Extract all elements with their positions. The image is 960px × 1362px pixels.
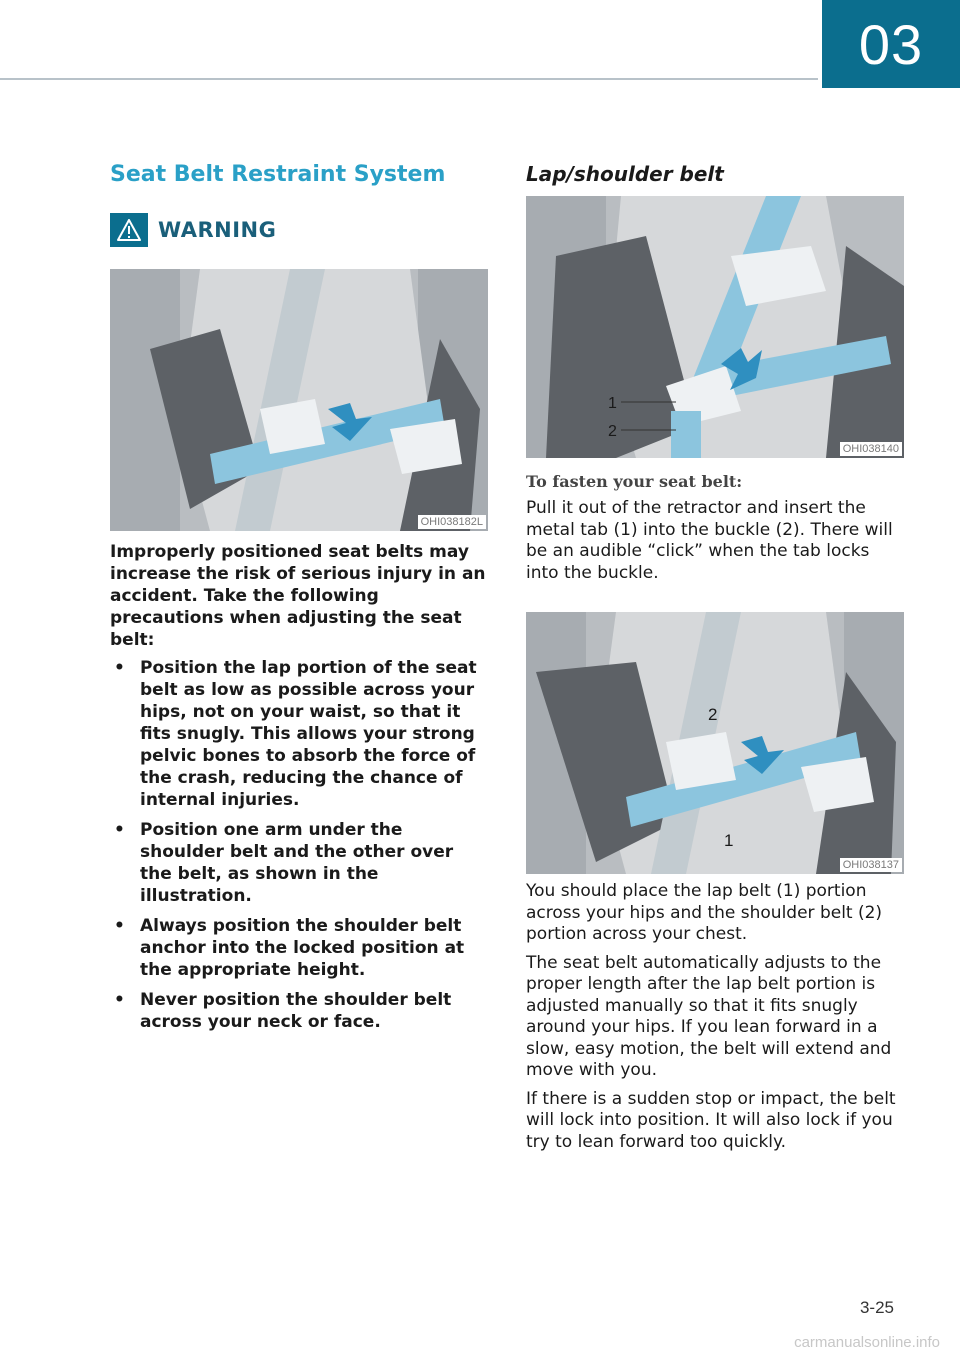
bullet-item: • Position one arm under the shoulder belt and the other over the belt, as shown in the illustration. xyxy=(110,819,488,907)
seatbelt-position-illustration xyxy=(526,612,904,874)
watermark: carmanualsonline.info xyxy=(794,1334,940,1351)
figure-code: OHI038182L xyxy=(418,515,486,529)
figure-callout-1: 1 xyxy=(724,831,734,850)
figure-code: OHI038140 xyxy=(840,442,902,456)
warning-bullets xyxy=(110,657,488,1033)
right-column xyxy=(526,150,904,1153)
header-rule xyxy=(0,78,818,80)
seatbelt-fasten-illustration xyxy=(526,196,904,458)
bullet-item: • Never position the shoulder belt across your neck or face. xyxy=(110,989,488,1033)
figure-callout-2: 2 xyxy=(708,705,718,724)
fasten-text-block xyxy=(526,498,904,584)
left-column xyxy=(110,150,488,1041)
seatbelt-figure-warning xyxy=(110,269,488,531)
seatbelt-figure-position xyxy=(526,612,904,874)
warning-intro: Improperly positioned seat belts may increase the risk of serious injury in an accident. Take the following precautions when adjusting the seat belt: xyxy=(110,542,486,650)
fasten-text: Pull it out of the retractor and insert the metal tab (1) into the buckle (2). There will be an audible “click” when the tab locks into the buckle. xyxy=(526,498,893,583)
usage-paragraph: You should place the lap belt (1) portion across your hips and the shoulder belt (2) portion across your chest. xyxy=(526,881,883,944)
fasten-heading: To fasten your seat belt: xyxy=(526,472,743,491)
bullet-item: • Always position the shoulder belt anchor into the locked position at the appropriate height. xyxy=(110,915,488,981)
subsection-title: Lap/shoulder belt xyxy=(526,162,724,186)
warning-icon xyxy=(110,213,148,247)
page-number: 3-25 xyxy=(859,1298,894,1317)
chapter-tab: 03 xyxy=(822,0,960,88)
warning-label: WARNING xyxy=(158,218,277,242)
usage-paragraph: The seat belt automatically adjusts to the proper length after the lap belt portion is adjusted manually so that it fits snugly around your hips. If you lean forward in a slow, easy motion, the belt will extend and move with you. xyxy=(526,952,892,1080)
figure-callout-2: 2 xyxy=(608,423,617,440)
figure-code: OHI038137 xyxy=(840,858,902,872)
usage-paragraph: If there is a sudden stop or impact, the belt will lock into position. It will also lock if you try to lean forward too quickly. xyxy=(526,1088,896,1152)
warning-header xyxy=(110,213,488,247)
seatbelt-figure-fasten xyxy=(526,196,904,458)
seatbelt-illustration xyxy=(110,269,488,531)
figure-callout-1: 1 xyxy=(608,395,617,412)
warning-text xyxy=(110,541,488,1033)
section-title: Seat Belt Restraint System xyxy=(110,162,446,187)
usage-text-block xyxy=(526,881,904,1153)
bullet-item: • Position the lap portion of the seat belt as low as possible across your hips, not on your waist, so that it fits snugly. This allows your strong pelvic bones to absorb the force of the crash, reducing the chance of internal injuries. xyxy=(110,657,488,811)
